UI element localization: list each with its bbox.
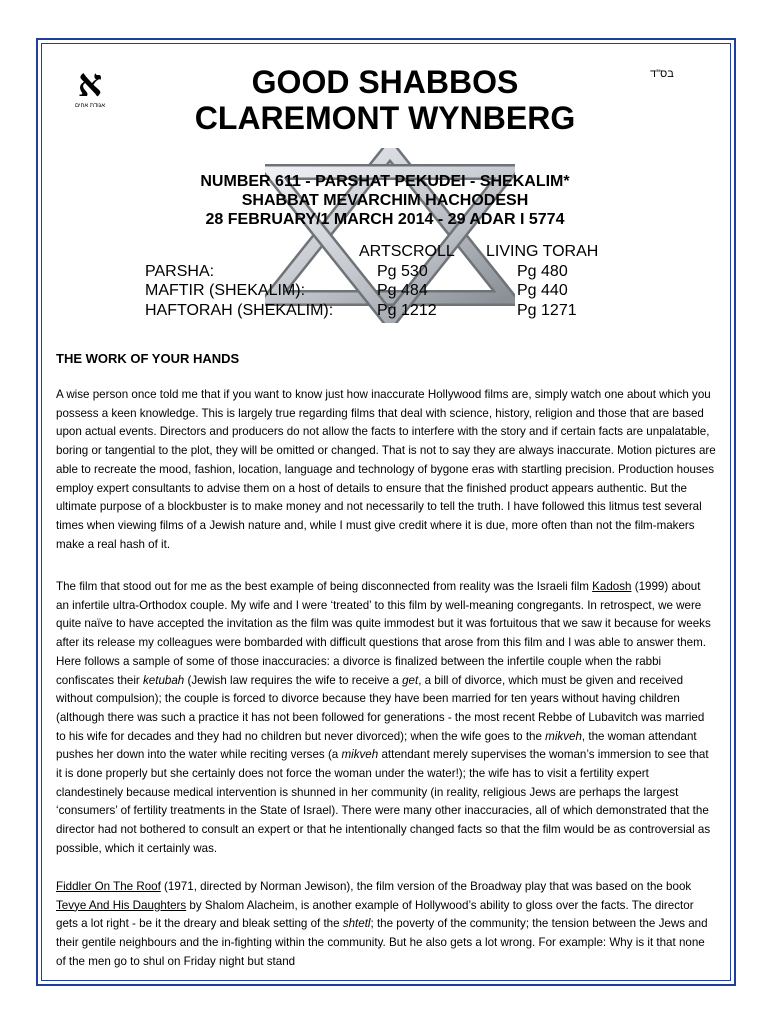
text-run: (Jewish law requires the wife to receive a bbox=[184, 673, 403, 687]
paragraph-text bbox=[56, 878, 716, 972]
reading-label: MAFTIR (SHEKALIM): bbox=[145, 282, 306, 300]
artscroll-page: Pg 484 bbox=[377, 282, 428, 300]
living-torah-page: Pg 480 bbox=[517, 262, 568, 280]
text-run: , a bill of divorce, which must be given and received without compulsion); the couple is forced to divorce because they have been married for ten years without having children (although there was such a practice it has not been followed for generations - the most recent Rebbe of Lubavitch was married to his wife for decades and they had no children but never divorced); when the wife goes to the bbox=[56, 673, 705, 743]
shabbat-line: SHABBAT MEVARCHIM HACHODESH bbox=[241, 192, 529, 209]
text-run: , the woman attendant pushes her down into the water while reciting verses (a bbox=[56, 729, 697, 762]
text-run: by Shalom Alacheim, is another example of Hollywood’s ability to gloss over the facts. The director gets a lot right - be it the dreary and bleak setting of the bbox=[56, 898, 694, 931]
film-title-kadosh: Kadosh bbox=[592, 580, 632, 593]
book-title-tevye: Tevye And His Daughters bbox=[56, 898, 187, 912]
paragraph-text: A wise person once told me that if you want to know just how inaccurate Hollywood films are, simply watch one about which you possess a keen knowledge. This is largely true regarding films that deal with science, history, religion and those that are based upon actual events. Directors and producers do not allow the facts to interfere with the story and if certain facts are unpalatable, boring or tangential to the plot, they will be omitted or changed. That is not to say they are always inaccurate. Motion pictures are able to recreate the mood, fashion, location, language and technology of bygone eras with startling precision. Production houses employ expert consultants to advise them on a host of details to ensure that the finished product appears authentic. But the ultimate purpose of a blockbuster is to make money and not necessarily to tell the truth. I have followed this litmus test several times when viewing films of a Jewish nature and, while I must give credit where it is due, more often than not the film-makers make a real hash of it. bbox=[56, 388, 716, 551]
text-run: (1999) about an infertile ultra-Orthodox couple. My wife and I were ‘treated’ to this film by well-meaning congregants. In retrospect, we were quite naïve to have accepted the invitation as the film was quite immodest but it was fortuitous that we saw it because for weeks after its release my colleagues were bombarded with difficult questions that arose from this film and I was able to answer them. Here follows a sample of some of those inaccuracies: a divorce is finalized between the infertile couple when the rabbi confiscates their bbox=[56, 580, 711, 687]
living-torah-page: Pg 1271 bbox=[517, 301, 577, 319]
paragraph-text bbox=[56, 578, 716, 859]
masthead-title-line1: GOOD SHABBOS bbox=[251, 64, 519, 100]
date-line: 28 FEBRUARY/1 MARCH 2014 - 29 ADAR I 5774 bbox=[205, 211, 565, 228]
article-paragraph-3 bbox=[56, 878, 716, 972]
bsd-mark: בס"ד bbox=[650, 68, 674, 80]
reading-label: HAFTORAH (SHEKALIM): bbox=[145, 301, 334, 319]
living-torah-header: LIVING TORAH bbox=[486, 243, 599, 260]
article-heading: THE WORK OF YOUR HANDS bbox=[56, 351, 240, 366]
logo-letter: א bbox=[77, 60, 103, 105]
article-paragraph-1 bbox=[56, 386, 716, 554]
text-run: (1971, directed by Norman Jewison), the film version of the Broadway play that was based on the book bbox=[160, 880, 692, 893]
masthead-title-line2: CLAREMONT WYNBERG bbox=[194, 100, 576, 136]
logo-caption: אגודת אחים bbox=[74, 103, 106, 109]
artscroll-page: Pg 1212 bbox=[377, 301, 437, 319]
issue-line: NUMBER 611 - PARSHAT PEKUDEI - SHEKALIM* bbox=[200, 173, 570, 190]
term-mikveh: mikveh bbox=[545, 729, 582, 743]
term-ketubah: ketubah bbox=[143, 673, 185, 687]
reading-label: PARSHA: bbox=[145, 262, 215, 280]
term-get: get bbox=[402, 673, 419, 687]
film-title-fiddler: Fiddler On The Roof bbox=[56, 880, 161, 893]
aleph-logo bbox=[62, 60, 118, 114]
term-mikveh: mikveh bbox=[341, 748, 379, 762]
text-run: ; the poverty of the community; the tension between the Jews and their gentile neighbours and the in-fighting within the community. But he also gets a lot wrong. For example: Why is it that none of the men go to shul on Friday night but stand bbox=[56, 917, 708, 968]
artscroll-header: ARTSCROLL bbox=[359, 243, 455, 260]
living-torah-page: Pg 440 bbox=[517, 282, 568, 300]
artscroll-page: Pg 530 bbox=[377, 262, 428, 280]
text-run: The film that stood out for me as the best example of being disconnected from reality was the Israeli film bbox=[56, 580, 593, 593]
term-shtetl: shtetl bbox=[342, 917, 371, 931]
text-run: attendant merely supervises the woman’s immersion to see that it is done properly but she certainly does not force the woman under the water!); the wife has to visit a fertility expert clandestinely because medical intervention is shunned in her community (in reality, religious Jews are perhaps the largest ‘consumers’ of fertility treatments in the State of Israel). There were many other inaccuracies, all of which demonstrated that the director had not bothered to consult an expert or that he intentionally changed facts so that the film would be as controversial as possible, which it certainly was. bbox=[56, 748, 711, 855]
article-paragraph-2 bbox=[56, 578, 716, 859]
